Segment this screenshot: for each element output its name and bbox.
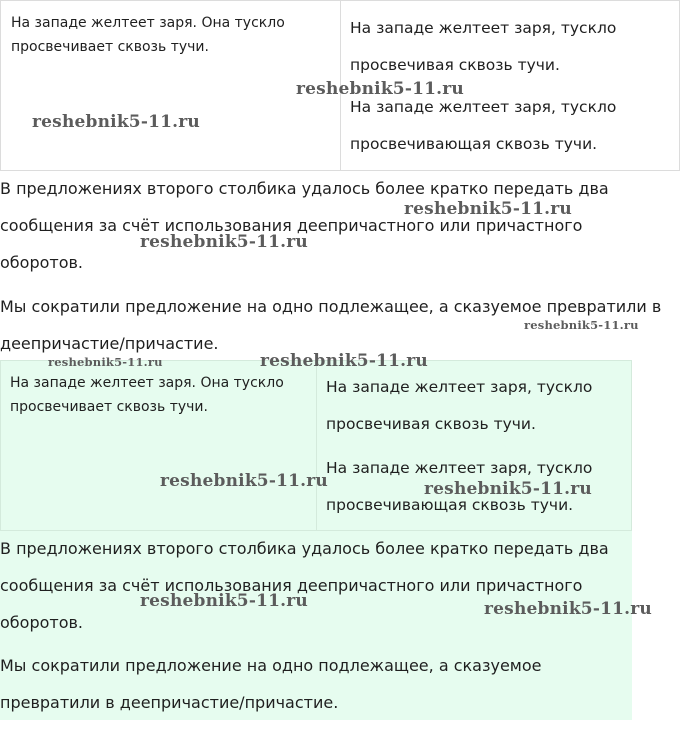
paragraph-3: В предложениях второго столбика удалось более кратко передать два сообщения за счёт использования деепричастного или причастного оборотов. bbox=[0, 539, 609, 632]
watermark: reshebnik5-11.ru bbox=[48, 355, 163, 369]
paragraph-1: В предложениях второго столбика удалось более кратко передать два сообщения за счёт использования деепричастного или причастного оборотов. bbox=[0, 179, 609, 272]
watermark: reshebnik5-11.ru bbox=[160, 471, 328, 491]
watermark: reshebnik5-11.ru bbox=[524, 318, 639, 332]
watermark: reshebnik5-11.ru bbox=[140, 232, 308, 252]
table1-left-cell bbox=[1, 1, 340, 170]
paragraph-2: Мы сократили предложение на одно подлежащее, а сказуемое превратили в деепричастие/причастие. bbox=[0, 297, 662, 353]
table1-right-text-1: На западе желтеет заря, тускло просвечивая сквозь тучи. bbox=[350, 19, 617, 74]
table2-left-cell bbox=[1, 361, 316, 530]
watermark: reshebnik5-11.ru bbox=[32, 112, 200, 132]
watermark: reshebnik5-11.ru bbox=[404, 199, 572, 219]
table2-left-text: На западе желтеет заря. Она тускло просвечивает сквозь тучи. bbox=[10, 375, 284, 415]
table1-left-text: На западе желтеет заря. Она тускло просвечивает сквозь тучи. bbox=[11, 15, 285, 55]
watermark: reshebnik5-11.ru bbox=[424, 479, 592, 499]
watermark: reshebnik5-11.ru bbox=[140, 591, 308, 611]
watermark: reshebnik5-11.ru bbox=[296, 79, 464, 99]
table2-right-text-2: На западе желтеет заря, тускло просвечивающая сквозь тучи. bbox=[326, 459, 593, 514]
comparison-table-2 bbox=[0, 360, 632, 531]
table2-right-text-1: На западе желтеет заря, тускло просвечивая сквозь тучи. bbox=[326, 378, 593, 433]
table2-right-cell bbox=[317, 361, 631, 530]
paragraph-4: Мы сократили предложение на одно подлежащее, а сказуемое превратили в деепричастие/причастие. bbox=[0, 656, 542, 712]
table1-right-text-2: На западе желтеет заря, тускло просвечивающая сквозь тучи. bbox=[350, 98, 617, 153]
watermark: reshebnik5-11.ru bbox=[260, 351, 428, 371]
watermark: reshebnik5-11.ru bbox=[484, 599, 652, 619]
